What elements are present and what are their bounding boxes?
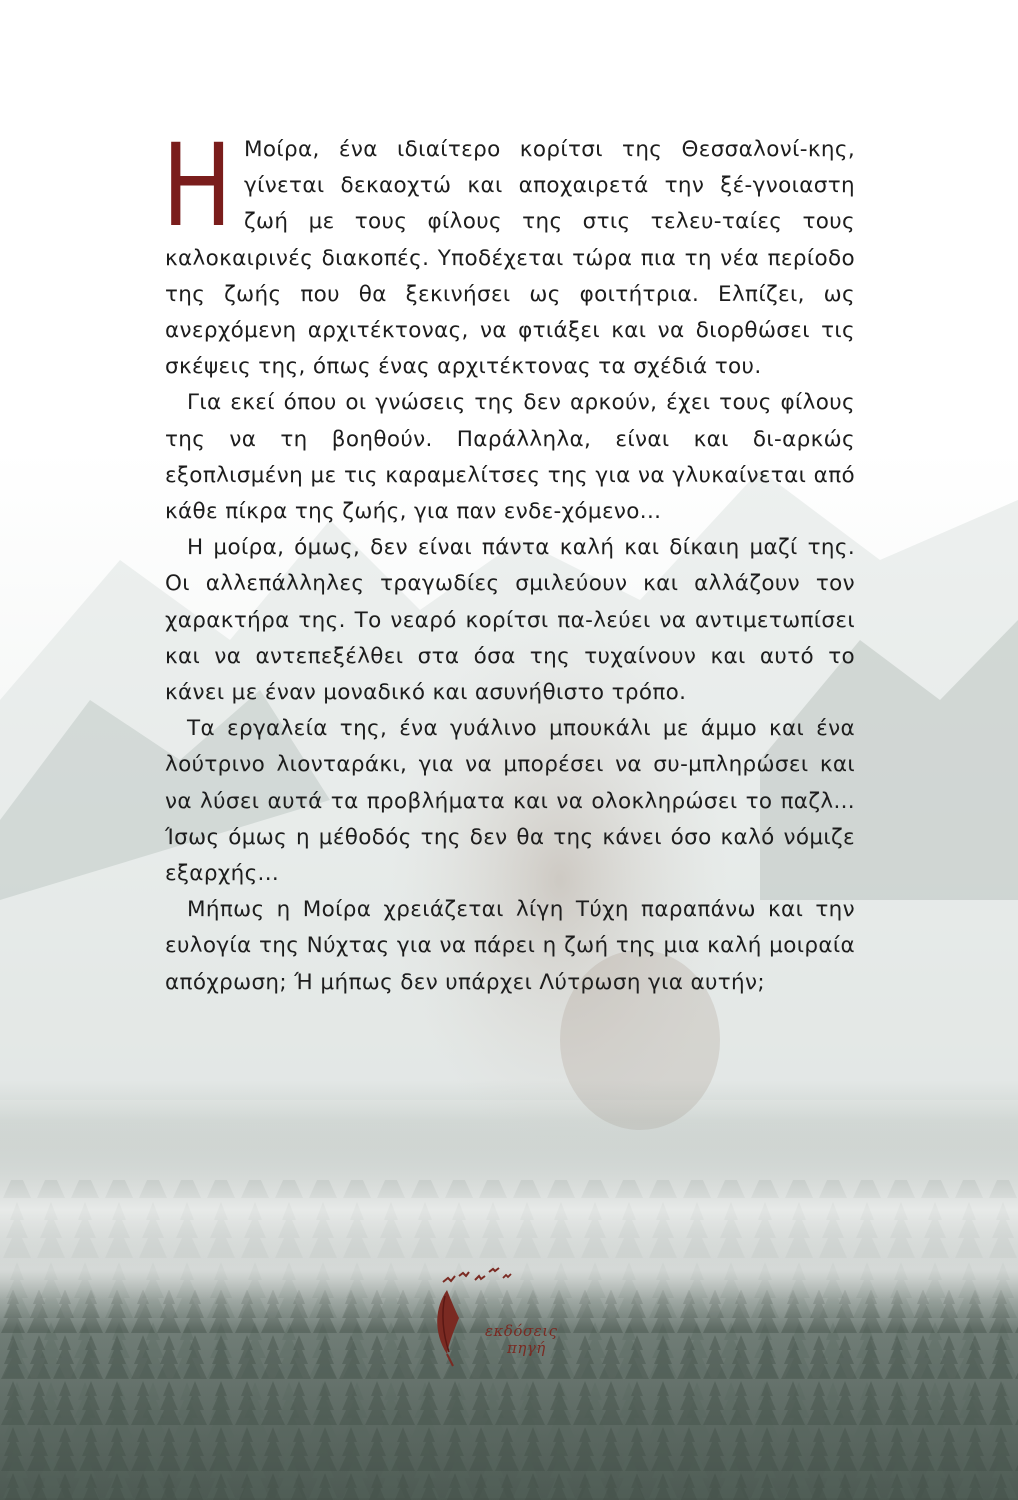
publisher-name-line-1: εκδόσεις [485, 1322, 558, 1340]
paragraph-1-text: Μοίρα, ένα ιδιαίτερο κορίτσι της Θεσσαλονί-κης, γίνεται δεκαοχτώ και αποχαιρετά την ξέ-γνοιαστη ζωή με τους φίλους της στις τελευ-ταίες τους καλοκαιρινές διακοπές. Υποδέχεται τώρα πια τη νέα περίοδο της ζωής που θα ξεκινήσει ως φοιτήτρια. Ελπίζει, ως ανερχόμενη αρχιτέκτονας, να φτιάξει και να διορθώσει τις σκέψεις της, όπως ένας αρχιτέκτονας τα σχέδιά του. [165, 137, 855, 380]
drop-cap-letter: Η [162, 119, 233, 252]
paragraph-5: Μήπως η Μοίρα χρειάζεται λίγη Τύχη παραπάνω και την ευλογία της Νύχτας για να πάρει η ζωή της μια καλή μοιραία απόχρωση; Ή μήπως δεν υπάρχει Λύτρωση για αυτήν; [165, 897, 855, 995]
publisher-logo [425, 1262, 595, 1372]
paragraph-2: Για εκεί όπου οι γνώσεις της δεν αρκούν, έχει τους φίλους της να τη βοηθούν. Παράλληλα, είναι και δι-αρκώς εξοπλισμένη με τις καραμελίτσες της για να γλυκαίνεται από κάθε πίκρα της ζωής, για παν ενδε-χόμενο... [165, 390, 855, 525]
publisher-name-line-2: πηγή [507, 1339, 546, 1357]
paragraph-1 [162, 119, 855, 385]
back-cover-blurb [162, 119, 855, 1001]
paragraph-3: Η μοίρα, όμως, δεν είναι πάντα καλή και δίκαιη μαζί της. Οι αλλεπάλληλες τραγωδίες σμιλεύουν και αλλάζουν τον χαρακτήρα της. Το νεαρό κορίτσι πα-λεύει να αντιμετωπίσει και να αντεπεξέλθει στα όσα της τυχαίνουν και αυτό το κάνει με έναν μοναδικό και ασυνήθιστο τρόπο. [165, 535, 855, 706]
paragraph-4: Τα εργαλεία της, ένα γυάλινο μπουκάλι με άμμο και ένα λούτρινο λιονταράκι, για να μπορέσει να συ-μπληρώσει και να λύσει αυτά τα προβλήματα και να ολοκληρώσει το παζλ... Ίσως όμως η μέθοδός της δεν θα της κάνει όσο καλό νόμιζε εξαρχής... [165, 716, 855, 887]
